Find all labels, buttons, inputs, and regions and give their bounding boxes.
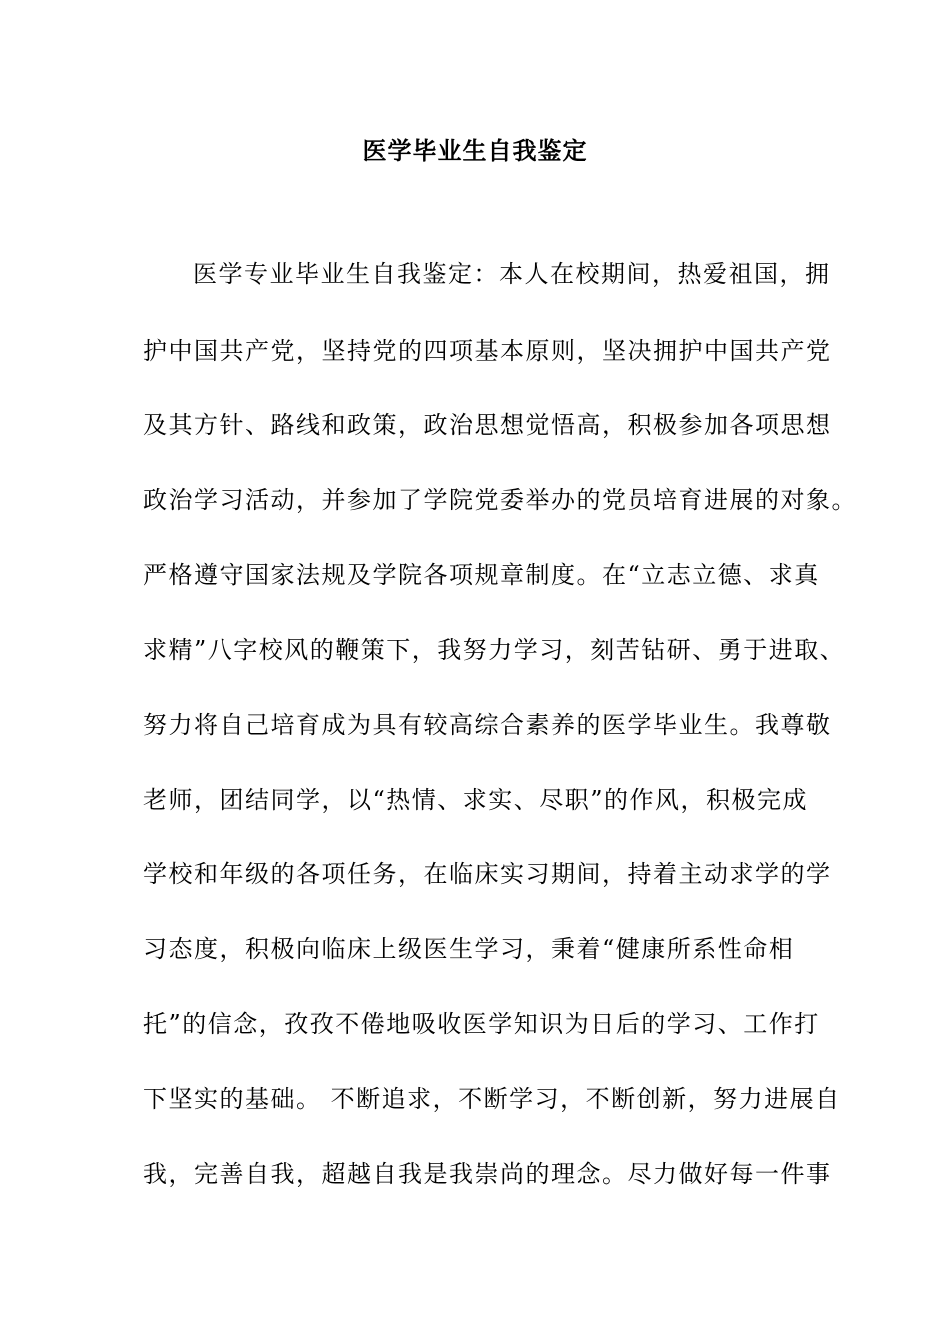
paragraph-line-7: 努力将自己培育成为具有较高综合素养的医学毕业生。我尊敬 xyxy=(143,711,832,739)
paragraph-line-8: 老师，团结同学，以“热情、求实、尽职”的作风，积极完成 xyxy=(143,786,809,814)
document-title: 医学毕业生自我鉴定 xyxy=(362,136,588,165)
paragraph-line-10: 习态度，积极向临床上级医生学习，秉着“健康所系性命相 xyxy=(143,935,795,963)
paragraph-line-1: 医学专业毕业生自我鉴定：本人在校期间，热爱祖国，拥 xyxy=(193,260,831,288)
paragraph-line-6: 求精”八字校风的鞭策下，我努力学习，刻苦钻研、勇于进取、 xyxy=(143,636,846,664)
paragraph-line-9: 学校和年级的各项任务，在临床实习期间，持着主动求学的学 xyxy=(143,860,832,888)
paragraph-line-3: 及其方针、路线和政策，政治思想觉悟高，积极参加各项思想 xyxy=(143,411,832,439)
paragraph-line-2: 护中国共产党，坚持党的四项基本原则，坚决拥护中国共产党 xyxy=(143,337,832,365)
paragraph-line-12: 下坚实的基础。 不断追求，不断学习，不断创新，努力进展自 xyxy=(143,1085,841,1113)
paragraph-line-5: 严格遵守国家法规及学院各项规章制度。在“立志立德、求真 xyxy=(143,561,820,589)
paragraph-line-4: 政治学习活动，并参加了学院党委举办的党员培育进展的对象。 xyxy=(143,486,857,514)
paragraph-line-11: 托”的信念，孜孜不倦地吸收医学知识为日后的学习、工作打 xyxy=(143,1010,820,1038)
paragraph-line-13: 我，完善自我，超越自我是我崇尚的理念。尽力做好每一件事 xyxy=(143,1160,832,1188)
